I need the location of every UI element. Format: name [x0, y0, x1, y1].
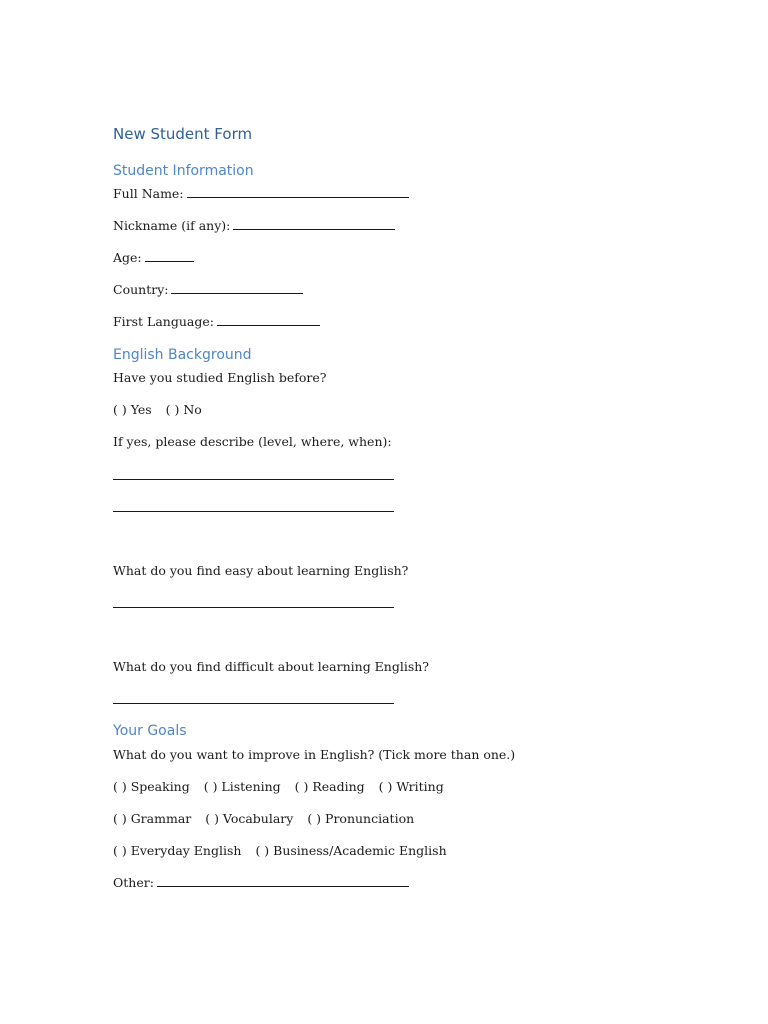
option-no[interactable]: ( ) No — [165, 402, 202, 417]
option-everyday-english[interactable]: ( ) Everyday English — [113, 843, 242, 858]
full-name-row — [113, 186, 409, 202]
difficult-question: What do you find difficult about learning English? — [113, 659, 430, 674]
option-pronunciation[interactable]: ( ) Pronunciation — [307, 811, 415, 826]
other-blank[interactable] — [157, 875, 409, 887]
age-blank[interactable] — [145, 250, 194, 262]
form-title: New Student Form — [113, 125, 253, 143]
english-background-heading: English Background — [113, 347, 252, 363]
age-label: Age: — [113, 250, 142, 265]
country-row — [113, 282, 303, 298]
first-language-row — [113, 314, 320, 330]
option-grammar[interactable]: ( ) Grammar — [113, 811, 192, 826]
option-listening[interactable]: ( ) Listening — [203, 779, 281, 794]
nickname-row — [113, 218, 395, 234]
first-language-blank[interactable] — [217, 314, 320, 326]
student-information-heading: Student Information — [113, 163, 254, 179]
other-row — [113, 875, 409, 891]
difficult-answer-line[interactable] — [113, 703, 394, 704]
option-speaking[interactable]: ( ) Speaking — [113, 779, 190, 794]
first-language-label: First Language: — [113, 314, 214, 329]
studied-english-question: Have you studied English before? — [113, 370, 327, 385]
skills-options-row — [113, 779, 444, 795]
context-options-row — [113, 843, 447, 859]
easy-question: What do you find easy about learning English? — [113, 563, 409, 578]
option-writing[interactable]: ( ) Writing — [378, 779, 444, 794]
describe-answer-line-1[interactable] — [113, 479, 394, 480]
document-page — [113, 0, 673, 1024]
studied-english-options — [113, 402, 202, 418]
other-label: Other: — [113, 875, 154, 890]
easy-answer-line[interactable] — [113, 607, 394, 608]
full-name-blank[interactable] — [187, 186, 409, 198]
describe-answer-line-2[interactable] — [113, 511, 394, 512]
improve-question: What do you want to improve in English? (Tick more than one.) — [113, 747, 516, 762]
option-business-academic-english[interactable]: ( ) Business/Academic English — [255, 843, 447, 858]
option-reading[interactable]: ( ) Reading — [294, 779, 365, 794]
option-yes[interactable]: ( ) Yes — [113, 402, 152, 417]
describe-prompt: If yes, please describe (level, where, when): — [113, 434, 392, 449]
age-row — [113, 250, 194, 266]
language-options-row — [113, 811, 414, 827]
country-label: Country: — [113, 282, 169, 297]
full-name-label: Full Name: — [113, 186, 184, 201]
country-blank[interactable] — [171, 282, 303, 294]
nickname-label: Nickname (if any): — [113, 218, 231, 233]
nickname-blank[interactable] — [233, 218, 395, 230]
option-vocabulary[interactable]: ( ) Vocabulary — [205, 811, 294, 826]
your-goals-heading: Your Goals — [113, 723, 187, 739]
